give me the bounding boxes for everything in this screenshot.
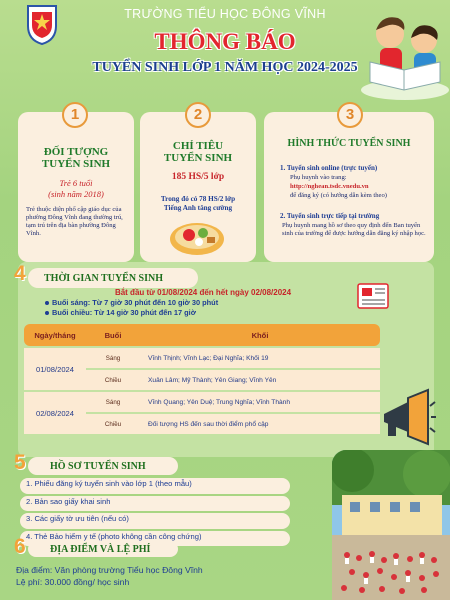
schedule-table <box>24 322 380 436</box>
list-item: 1. Phiếu đăng ký tuyển sinh vào lớp 1 (theo mẫu) <box>20 478 290 494</box>
table-row <box>24 348 380 368</box>
card1-birth-year: (sinh năm 2018) <box>48 189 104 199</box>
morning-session: Buổi sáng: Từ 7 giờ 30 phút đến 10 giờ 30 phút <box>52 298 219 307</box>
area-cell: Vĩnh Quang; Yên Duệ; Trung Nghĩa; Vĩnh Thành <box>140 392 380 412</box>
date-cell: 02/08/2024 <box>24 392 86 434</box>
area-cell: Xuân Lâm; Mỹ Thành; Yên Giang; Vĩnh Yên <box>140 370 380 390</box>
card3-online-text: Phụ huynh vào trang: <box>290 174 347 181</box>
section6-box <box>8 557 328 597</box>
shift-cell: Chiều <box>86 370 140 390</box>
section6-title: ĐỊA ĐIỂM VÀ LỆ PHÍ <box>50 544 151 555</box>
card1-title-line2: TUYỂN SINH <box>41 158 111 170</box>
afternoon-bullet <box>45 311 49 315</box>
card2-title-line2: TUYỂN SINH <box>163 152 233 164</box>
card3-title: HÌNH THỨC TUYỂN SINH <box>287 138 411 149</box>
section5-number: 5 <box>14 451 26 474</box>
shift-cell: Chiều <box>86 414 140 434</box>
card1-text: Trẻ thuộc diện phổ cập giáo dục của phường Đông Vĩnh đang thường trú, tạm trú trên địa bàn phường Đông Vĩnh. <box>26 206 123 237</box>
list-item: 2. Bản sao giấy khai sinh <box>20 496 290 512</box>
school-name: TRƯỜNG TIỂU HỌC ĐÔNG VĨNH <box>124 7 326 21</box>
list-item: 4. Thẻ Bảo hiểm y tế (photo không cần công chứng) <box>20 531 290 547</box>
card3-number: 3 <box>337 102 363 128</box>
header <box>0 0 450 100</box>
section5-title: HỒ SƠ TUYỂN SINH <box>50 461 146 472</box>
date-cell: 01/08/2024 <box>24 348 86 390</box>
list-item: 3. Các giấy tờ ưu tiên (nếu có) <box>20 513 290 529</box>
enrollment-start: Bắt đầu từ 01/08/2024 đến hết ngày 02/08/2024 <box>114 288 292 297</box>
header-shift: Buổi <box>86 324 140 346</box>
card2-number: 2 <box>185 102 211 128</box>
food-tray-icon <box>167 215 227 257</box>
megaphone-icon <box>378 388 436 450</box>
school-photo <box>332 450 450 600</box>
card1-number: 1 <box>62 102 88 128</box>
card3-direct-text: Phụ huynh mang hồ sơ theo quy định đến Ban tuyển sinh của trường để được hướng dẫn đăng ký nhập học. <box>282 222 426 237</box>
card2-quota-sub-line2: Tiếng Anh tăng cường <box>163 204 233 212</box>
schedule-header-row <box>24 324 380 346</box>
card1-title-line1: ĐỐI TƯỢNG <box>43 146 109 158</box>
area-cell: Đối tượng HS đến sau thời điểm phổ cập <box>140 414 380 434</box>
card2-title-line1: CHỈ TIÊU <box>172 140 224 152</box>
card2-quota: 185 HS/5 lớp <box>171 172 225 182</box>
header-date: Ngày/tháng <box>24 324 86 346</box>
shift-cell: Sáng <box>86 392 140 412</box>
card3-direct-heading: 2. Tuyển sinh trực tiếp tại trường <box>280 212 380 220</box>
area-cell: Vĩnh Thịnh; Vĩnh Lạc; Đại Nghĩa; Khối 19 <box>140 348 380 368</box>
section6-number: 6 <box>14 535 26 558</box>
card3-online-heading: 1. Tuyển sinh online (trực tuyến) <box>280 164 378 172</box>
card3-online-text2: để đăng ký (có hướng dẫn kèm theo) <box>290 192 387 199</box>
fee-line: Lệ phí: 30.000 đồng/ học sinh <box>16 577 130 587</box>
card3-online-url[interactable]: http://nghean.tsdc.vnedu.vn <box>290 183 369 190</box>
notice-title: THÔNG BÁO <box>154 29 296 54</box>
section4-number: 4 <box>14 262 26 285</box>
document-list <box>20 478 320 548</box>
afternoon-session: Buổi chiều: Từ 14 giờ 30 phút đến 17 giờ <box>52 308 196 317</box>
section4-title: THỜI GIAN TUYỂN SINH <box>44 273 164 284</box>
place-line: Địa điểm: Văn phòng trường Tiểu học Đông Vĩnh <box>16 565 203 575</box>
card2-quota-sub-line1: Trong đó có 78 HS/2 lớp <box>160 195 236 203</box>
card1-age: Trẻ 6 tuổi <box>59 178 93 188</box>
header-area: Khối <box>140 324 380 346</box>
newspaper-icon <box>356 282 392 312</box>
table-row <box>24 392 380 412</box>
shift-cell: Sáng <box>86 348 140 368</box>
kids-reading-icon <box>360 0 450 100</box>
notice-subtitle: TUYỂN SINH LỚP 1 NĂM HỌC 2024-2025 <box>92 60 358 75</box>
morning-bullet <box>45 301 49 305</box>
